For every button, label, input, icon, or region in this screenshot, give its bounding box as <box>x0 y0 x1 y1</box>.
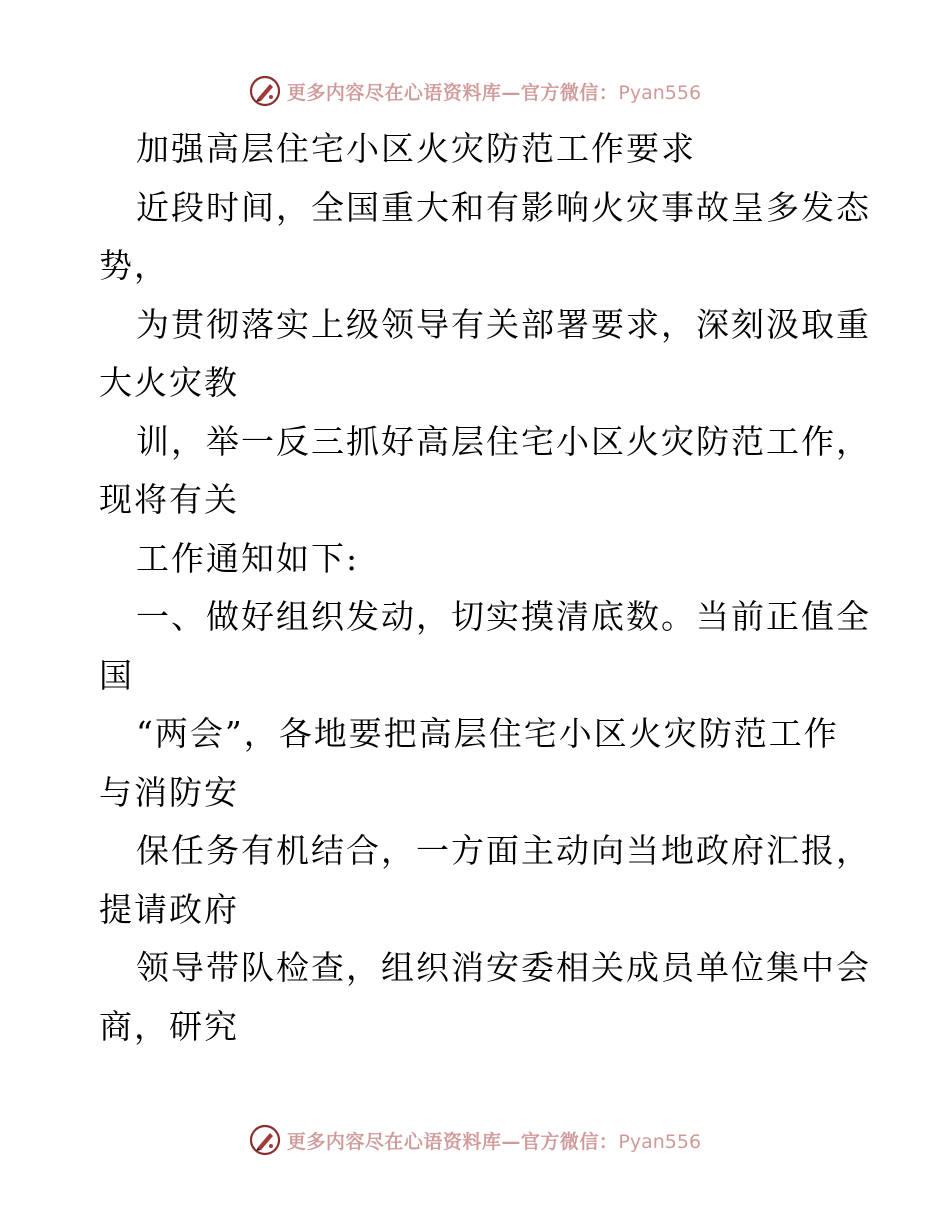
watermark-label: 更多内容尽在心语资料库—官方微信： <box>286 81 619 104</box>
text-line: 势， <box>99 246 169 285</box>
text-line: 一、做好组织发动，切实摸清底数。当前正值全 <box>136 597 871 636</box>
text-line: 训，举一反三抓好高层住宅小区火灾防范工作， <box>136 421 871 461</box>
text-line: 领导带队检查，组织消安委相关成员单位集中会 <box>136 948 871 987</box>
text-line: “两会”，各地要把高层住宅小区火灾防范工作 <box>136 714 839 753</box>
watermark-text <box>287 78 701 105</box>
watermark-text <box>287 1127 701 1154</box>
pen-logo-icon <box>249 1124 281 1156</box>
watermark-label: 更多内容尽在心语资料库—官方微信： <box>286 1130 619 1153</box>
header-watermark <box>0 71 950 111</box>
document-body <box>99 120 871 1056</box>
text-line: 提请政府 <box>99 889 239 929</box>
text-line: 国 <box>99 655 134 695</box>
pen-logo-icon <box>249 75 281 107</box>
text-line: 保任务有机结合，一方面主动向当地政府汇报， <box>136 831 871 870</box>
text-line: 工作通知如下: <box>136 538 360 578</box>
watermark-wechat-id: Pyan556 <box>618 1130 702 1153</box>
text-line: 现将有关 <box>99 480 239 519</box>
text-line: 加强高层住宅小区火灾防范工作要求 <box>136 129 696 168</box>
text-line: 为贯彻落实上级领导有关部署要求，深刻汲取重 <box>136 304 871 344</box>
footer-watermark <box>0 1120 950 1160</box>
text-line: 近段时间，全国重大和有影响火灾事故呈多发态 <box>136 187 871 227</box>
text-line: 商，研究 <box>99 1006 239 1046</box>
text-line: 与消防安 <box>99 772 239 812</box>
watermark-wechat-id: Pyan556 <box>618 81 702 104</box>
text-line: 大火灾教 <box>99 363 239 402</box>
